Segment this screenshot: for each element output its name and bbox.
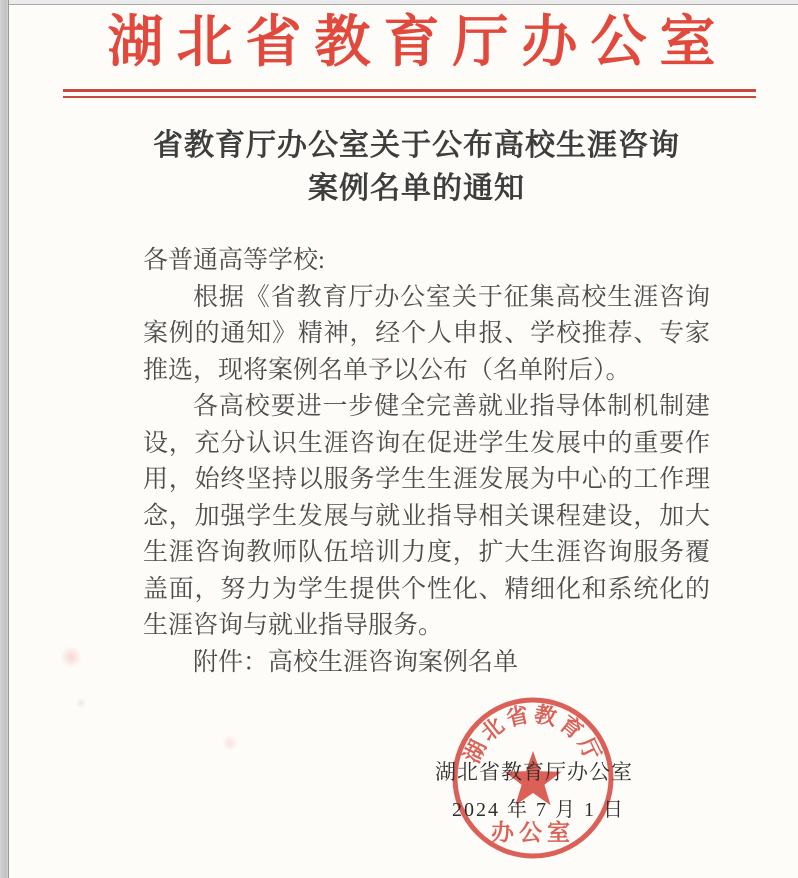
body-paragraph-1: 根据《省教育厅办公室关于征集高校生涯咨询案例的通知》精神，经个人申报、学校推荐、专家推选，现将案例名单予以公布（名单附后）。 xyxy=(143,283,710,384)
document-title-line1: 省教育厅办公室关于公布高校生涯咨询 xyxy=(153,129,680,162)
signature-agency-name: 湖北省教育厅办公室 xyxy=(435,760,633,784)
document-body xyxy=(143,243,710,681)
scan-smudge xyxy=(60,646,82,668)
attachment-line: 附件：高校生涯咨询案例名单 xyxy=(193,648,519,676)
letterhead-divider-thick xyxy=(63,89,756,92)
body-paragraph-2: 各高校要进一步健全完善就业指导体制机制建设，充分认识生涯咨询在促进学生发展中的重要作用，始终坚持以服务学生生涯发展为中心的工作理念，加强学生发展与就业指导相关课程建设，加大生涯咨询教师队伍培训力度，扩大生涯咨询服务覆盖面，努力为学生提供个性化、精细化和系统化的生涯咨询与就业指导服务。 xyxy=(143,393,710,639)
document-title xyxy=(133,124,700,210)
salutation: 各普通高等学校: xyxy=(143,247,325,274)
scan-edge-top xyxy=(0,0,798,5)
scan-edge-left xyxy=(0,0,9,878)
letterhead-agency-name: 湖北省教育厅办公室 xyxy=(107,12,729,74)
document-title-line2: 案例名单的通知 xyxy=(308,172,525,205)
signature-date: 2024 年 7 月 1 日 xyxy=(452,799,625,821)
seal-bottom-text: 办公室 xyxy=(491,820,575,845)
scan-smudge xyxy=(222,735,238,751)
letterhead-divider-thin xyxy=(63,96,756,98)
scan-smudge xyxy=(76,698,86,708)
seal-arc-text: 湖北省教育厅 xyxy=(459,701,607,767)
